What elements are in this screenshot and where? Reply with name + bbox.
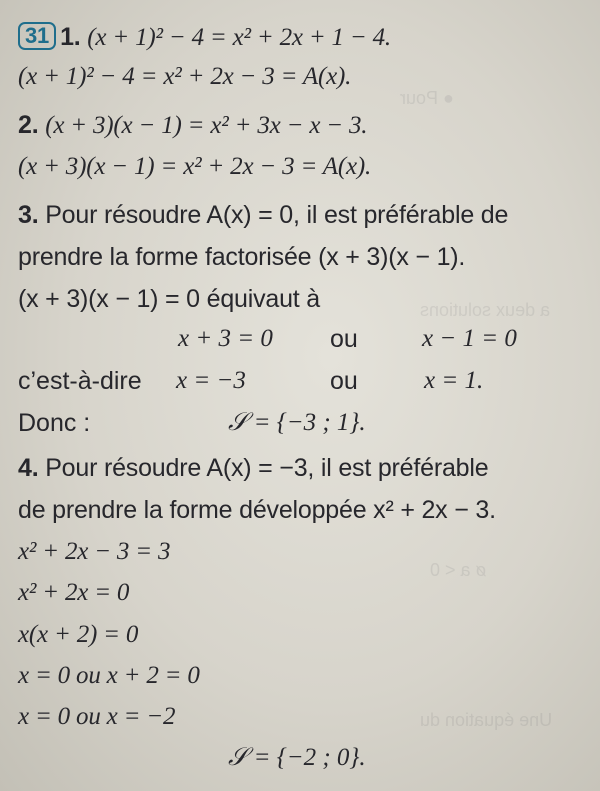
part3-text-2: prendre la forme factorisée (x + 3)(x − 1). xyxy=(18,243,466,271)
part4-step-1: x² + 2x − 3 = 3 xyxy=(18,538,171,565)
part1-equation-1: (x + 1)² − 4 = x² + 2x + 1 − 4. xyxy=(87,24,391,51)
part4-text-1: Pour résoudre A(x) = −3, il est préférable xyxy=(45,454,489,482)
exercise-number-badge: 31 xyxy=(18,22,56,50)
part4-step-2: x² + 2x = 0 xyxy=(18,579,130,606)
bleed-through-shadow: ø a < 0 xyxy=(430,560,487,580)
part2-equation-1: (x + 3)(x − 1) = x² + 3x − x − 3. xyxy=(45,112,368,139)
part3-text-3: (x + 3)(x − 1) = 0 équivaut à xyxy=(18,285,321,313)
part4-solution-set: 𝒮 = {−2 ; 0}. xyxy=(228,744,366,771)
part2-line1 xyxy=(18,110,367,141)
part3-solution-set: 𝒮 = {−3 ; 1}. xyxy=(228,409,366,436)
part3-text-1: Pour résoudre A(x) = 0, il est préférable de xyxy=(45,201,509,229)
bleed-through-shadow: Une équation du xyxy=(420,710,553,730)
part2-label: 2. xyxy=(18,111,39,139)
part1-label: 1. xyxy=(60,23,81,51)
part3-row2-left: x = −3 xyxy=(176,367,246,394)
part4-step-3: x(x + 2) = 0 xyxy=(18,621,139,648)
part3-row1-left: x + 3 = 0 xyxy=(178,325,273,352)
part4-label: 4. xyxy=(18,454,39,482)
part2-equation-2: (x + 3)(x − 1) = x² + 2x − 3 = A(x). xyxy=(18,153,372,180)
part4-text-2: de prendre la forme développée x² + 2x − 3. xyxy=(18,496,496,524)
part3-row1-or: ou xyxy=(330,325,358,353)
part1-equation-2: (x + 1)² − 4 = x² + 2x − 3 = A(x). xyxy=(18,63,352,90)
part4-step-4: x = 0 ou x + 2 = 0 xyxy=(18,662,200,689)
part3-label: 3. xyxy=(18,201,39,229)
part1-line1 xyxy=(18,22,391,53)
part4-step-5: x = 0 ou x = −2 xyxy=(18,703,176,730)
part3-row1-right: x − 1 = 0 xyxy=(422,325,517,352)
part3-row2-prefix: c’est-à-dire xyxy=(18,367,142,395)
part3-row2-right: x = 1. xyxy=(424,367,484,394)
part3-line1 xyxy=(18,200,508,230)
part4-line1 xyxy=(18,453,488,483)
part3-row2-or: ou xyxy=(330,367,358,395)
part3-donc: Donc : xyxy=(18,409,91,437)
bleed-through-shadow: a deux solutions xyxy=(420,300,551,320)
bleed-through-shadow: ● Pour xyxy=(400,88,454,108)
